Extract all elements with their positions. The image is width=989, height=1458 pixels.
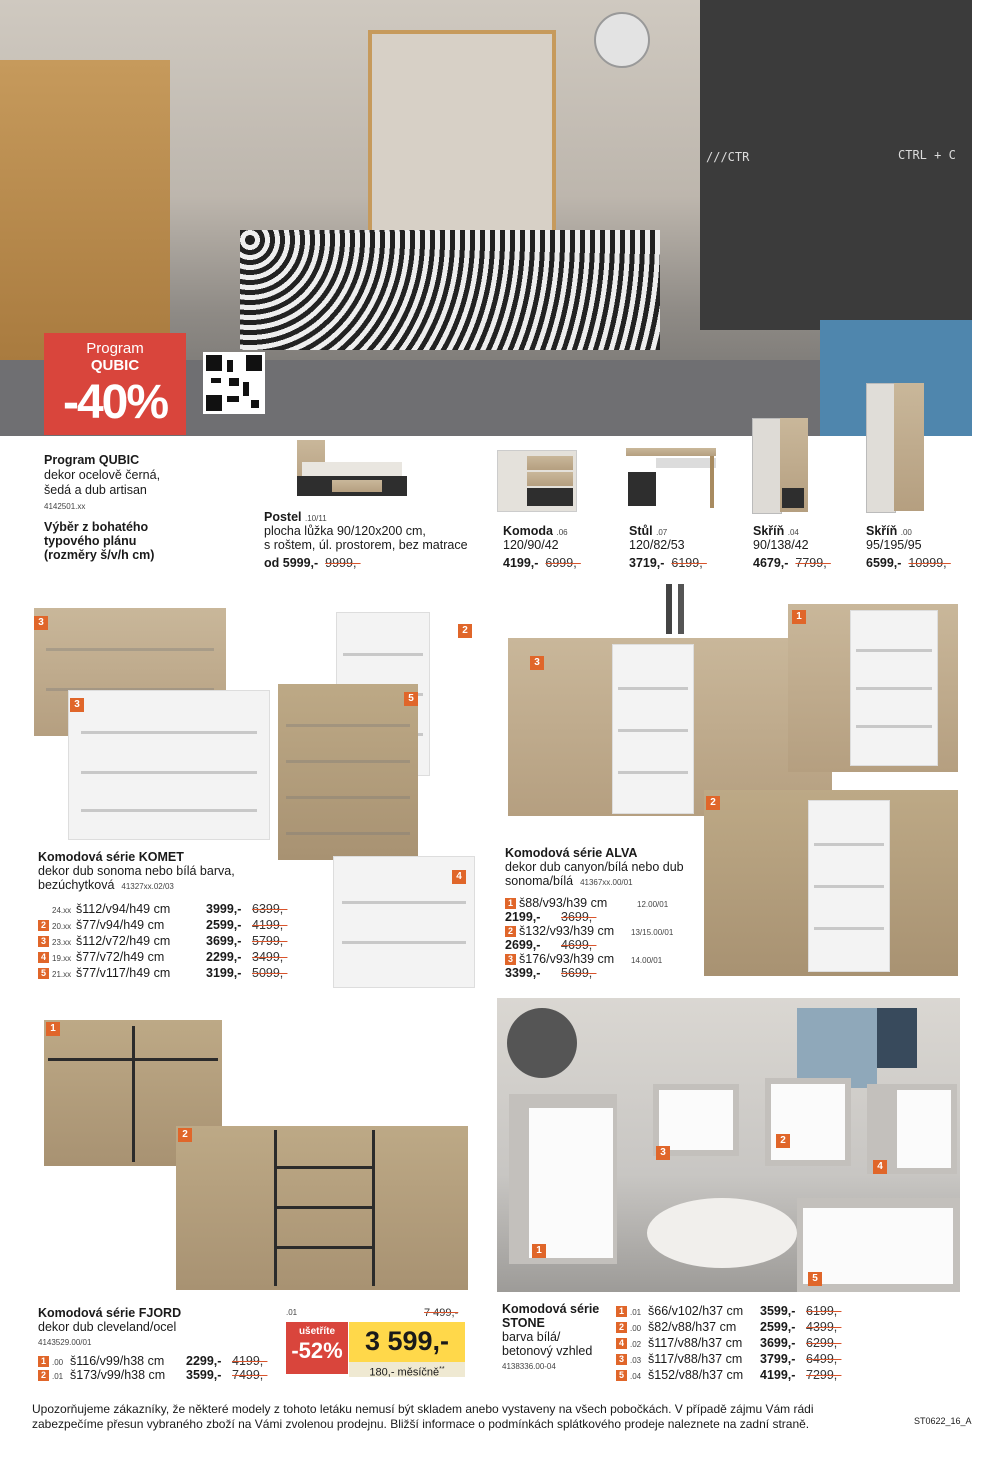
promo-badge xyxy=(44,333,186,435)
fjord-tag-2: 2 xyxy=(178,1128,192,1142)
fjord-row-1-num: 1 xyxy=(38,1356,49,1367)
fjord-row-2-code: .01 xyxy=(52,1372,64,1381)
alva-desc1: dekor dub canyon/bílá nebo dub xyxy=(505,860,684,874)
stone-row-2-code: .00 xyxy=(630,1324,642,1333)
promo-line1: Program xyxy=(86,340,144,357)
alva-row-2-price-line xyxy=(505,938,596,952)
fjord-row-1-old: 4199,- xyxy=(232,1354,268,1368)
komet-row-3-dims: š112/v72/h49 cm xyxy=(76,934,171,948)
stone-row-5 xyxy=(616,1368,866,1384)
alva-row-2-dims: š132/v93/h39 cm xyxy=(519,924,615,938)
desk-price-line xyxy=(629,556,707,570)
komet-row-2-price: 2599,- xyxy=(206,918,242,932)
deal-old-price-value: 7 499,- xyxy=(424,1307,459,1319)
wardrobe-dims: 95/195/95 xyxy=(866,538,922,552)
qr-code-icon[interactable] xyxy=(203,352,265,414)
stone-row-1-old: 6199,- xyxy=(806,1304,842,1318)
komet-row-1-dims: š112/v94/h49 cm xyxy=(76,902,171,916)
bed-name: Postel xyxy=(264,510,302,524)
stone-row-5-price: 4199,- xyxy=(760,1368,796,1382)
alva-title: Komodová série ALVA xyxy=(505,846,638,860)
stone-desc1: barva bílá/ xyxy=(502,1330,561,1344)
komet-row-5-old: 5099,- xyxy=(252,966,288,980)
stone-title2: STONE xyxy=(502,1316,545,1330)
komet-row-4-old: 3499,- xyxy=(252,950,288,964)
stone-room-photo xyxy=(497,998,960,1292)
komet-row-3-old: 5799,- xyxy=(252,934,288,948)
desk-code: .07 xyxy=(656,528,668,537)
dresser-name: Komoda xyxy=(503,524,553,538)
fjord-row-1-code: .00 xyxy=(52,1358,64,1367)
komet-chest-white-wide xyxy=(68,690,270,840)
komet-tag-2: 2 xyxy=(458,624,472,638)
komet-row-1 xyxy=(38,902,288,918)
komet-desc1: dekor dub sonoma nebo bílá barva, xyxy=(38,864,235,878)
alva-row-2-old: 4699,- xyxy=(561,938,597,952)
bed-price: od 5999,- xyxy=(264,556,319,570)
alva-row-3-price-line xyxy=(505,966,596,980)
alva-tag-2: 1 xyxy=(792,610,806,624)
stone-row-3-num: 4 xyxy=(616,1338,627,1349)
komet-row-4-dims: š77/v72/h49 cm xyxy=(76,950,165,964)
komet-row-5-code: 21.xx xyxy=(52,970,72,979)
komet-row-2-num: 2 xyxy=(38,920,49,931)
fjord-desc1: dekor dub cleveland/ocel xyxy=(38,1320,177,1334)
stone-desc2: betonový vzhled xyxy=(502,1344,593,1358)
footer-line1: Upozorňujeme zákazníky, že některé modely z tohoto letáku nemusí být skladem anebo vystaveny na všech pobočkách. V případě zájmu Vám rádi xyxy=(32,1402,814,1416)
alva-row-3-dims: š176/v93/h39 cm xyxy=(519,952,615,966)
clock-icon xyxy=(594,12,650,68)
alva-row-1-dims: š88/v93/h39 cm xyxy=(519,896,608,910)
komet-row-3-num: 3 xyxy=(38,936,49,947)
komet-row-2-code: 20.xx xyxy=(52,922,72,931)
komet-row-5-price: 3199,- xyxy=(206,966,242,980)
komet-row-3 xyxy=(38,934,288,950)
stone-code: 4138336.00-04 xyxy=(502,1362,556,1371)
komet-row-2-dims: š77/v94/h49 cm xyxy=(76,918,165,932)
komet-row-3-code: 23.xx xyxy=(52,938,72,947)
komet-tag-3: 3 xyxy=(70,698,84,712)
stone-row-5-num: 5 xyxy=(616,1370,627,1381)
chalk-text-right: CTRL + C xyxy=(898,148,956,162)
desk-price: 3719,- xyxy=(629,556,665,570)
bed-code: .10/11 xyxy=(305,514,327,523)
stone-row-1-price: 3599,- xyxy=(760,1304,796,1318)
dresser-code: .06 xyxy=(556,528,568,537)
fjord-row-2 xyxy=(38,1368,278,1384)
monthly-mark: ** xyxy=(439,1366,445,1373)
stone-tag-5: 5 xyxy=(808,1272,822,1286)
alva-desc2-line xyxy=(505,874,633,890)
bed-dims1: plocha lůžka 90/120x200 cm, xyxy=(264,524,426,538)
dresser-image xyxy=(497,450,579,514)
stone-row-4 xyxy=(616,1352,866,1368)
komet-desc2: bezúchytková xyxy=(38,878,115,892)
fjord-row-2-dims: š173/v99/h38 cm xyxy=(70,1368,166,1382)
komet-row-1-price: 3999,- xyxy=(206,902,242,916)
desk-old-price: 6199,- xyxy=(671,556,707,570)
stone-row-2-dims: š82/v88/h37 cm xyxy=(648,1320,737,1334)
komet-row-4-code: 19.xx xyxy=(52,954,72,963)
bed-dims2: s roštem, úl. prostorem, bez matrace xyxy=(264,538,468,552)
qubic-code: 4142501.xx xyxy=(44,502,86,511)
monthly-installment xyxy=(349,1362,465,1377)
wardrobe-name: Skříň xyxy=(866,524,898,538)
alva-row-3-num: 3 xyxy=(505,954,516,965)
wardrobe-old-price: 10999,- xyxy=(908,556,951,570)
stone-row-3-dims: š117/v88/h37 cm xyxy=(648,1336,743,1350)
stone-tag-3: 3 xyxy=(656,1146,670,1160)
bed-old-price: 9999,- xyxy=(325,556,361,570)
promo-line2: QUBIC xyxy=(90,357,140,374)
komet-chest-oak-tall xyxy=(278,684,418,860)
desk-image xyxy=(626,448,718,512)
fjord-tag-1: 1 xyxy=(46,1022,60,1036)
promo-discount: -40% xyxy=(62,376,168,429)
cabinet-dims: 90/138/42 xyxy=(753,538,809,552)
stone-row-5-code: .04 xyxy=(630,1372,642,1381)
alva-row-1-code: 12.00/01 xyxy=(637,900,669,909)
alva-row-3-old: 5699,- xyxy=(561,966,597,980)
komet-row-2-old: 4199,- xyxy=(252,918,288,932)
qubic-desc1: dekor ocelově černá, xyxy=(44,468,161,482)
alva-tag-3: 2 xyxy=(706,796,720,810)
komet-title: Komodová série KOMET xyxy=(38,850,184,864)
stone-row-3 xyxy=(616,1336,866,1352)
stone-row-2-old: 4399,- xyxy=(806,1320,842,1334)
deal-code: .01 xyxy=(286,1308,298,1317)
dresser-price-line xyxy=(503,556,581,570)
stone-row-4-price: 3799,- xyxy=(760,1352,796,1366)
savings-label: ušetříte xyxy=(298,1326,336,1337)
stone-row-1-num: 1 xyxy=(616,1306,627,1317)
komet-row-1-code: 24.xx xyxy=(52,906,72,915)
dresser-price: 4199,- xyxy=(503,556,539,570)
bed-image xyxy=(292,440,415,510)
stone-row-1-dims: š66/v102/h37 cm xyxy=(648,1304,744,1318)
komet-tag-1: 3 xyxy=(34,616,48,630)
stone-row-3-price: 3699,- xyxy=(760,1336,796,1350)
page-code: ST0622_16_A xyxy=(914,1416,972,1426)
cabinet-name: Skříň xyxy=(753,524,785,538)
wardrobe-image xyxy=(866,383,926,513)
savings-percent: -52% xyxy=(291,1338,343,1363)
komet-tag-4: 5 xyxy=(404,692,418,706)
fjord-title: Komodová série FJORD xyxy=(38,1306,182,1320)
fjord-row-2-num: 2 xyxy=(38,1370,49,1381)
stone-tag-2: 2 xyxy=(776,1134,790,1148)
stone-tag-1: 1 xyxy=(532,1244,546,1258)
deal-old-price xyxy=(424,1306,458,1320)
komet-row-4 xyxy=(38,950,288,966)
cabinet-old-price: 7799,- xyxy=(795,556,831,570)
bed-price-line xyxy=(264,556,361,570)
qubic-choice1: Výběr z bohatého xyxy=(44,520,149,534)
stone-row-1 xyxy=(616,1304,866,1320)
dresser-dims: 120/90/42 xyxy=(503,538,559,552)
fjord-row-1-dims: š116/v99/h38 cm xyxy=(70,1354,165,1368)
cabinet-image xyxy=(752,418,810,514)
komet-row-5-dims: š77/v117/h49 cm xyxy=(76,966,171,980)
wardrobe-price-line xyxy=(866,556,951,570)
komet-row-4-num: 4 xyxy=(38,952,49,963)
deal-price: 3 599,- xyxy=(364,1326,450,1356)
stone-row-5-old: 7299,- xyxy=(806,1368,842,1382)
komet-desc2-line xyxy=(38,878,174,894)
alva-sideboard-medium xyxy=(704,790,958,976)
stone-row-2 xyxy=(616,1320,866,1336)
qubic-desc2: šedá a dub artisan xyxy=(44,483,147,497)
alva-row-3-code: 14.00/01 xyxy=(631,956,663,965)
komet-row-4-price: 2299,- xyxy=(206,950,242,964)
dresser-old-price: 6999,- xyxy=(545,556,581,570)
stone-row-4-code: .03 xyxy=(630,1356,642,1365)
qubic-choice3: (rozměry š/v/h cm) xyxy=(44,548,155,562)
alva-decor xyxy=(508,584,694,638)
alva-tag-1: 3 xyxy=(530,656,544,670)
alva-desc2: sonoma/bílá xyxy=(505,874,574,888)
monthly-text: 180,- měsíčně xyxy=(369,1366,440,1379)
stone-title1: Komodová série xyxy=(502,1302,600,1316)
alva-row-3-price: 3399,- xyxy=(505,966,541,980)
deal-price-box xyxy=(349,1322,465,1362)
desk-dims: 120/82/53 xyxy=(629,538,685,552)
cabinet-price-line xyxy=(753,556,831,570)
fjord-row-2-price: 3599,- xyxy=(186,1368,222,1382)
footer-line2: zabezpečíme přesun vybraného zboží na Vámi zvolenou prodejnu. Bližší informace o podmínkách splátkového prodeje naleznete na zadní straně. xyxy=(32,1417,810,1431)
savings-badge xyxy=(286,1322,348,1374)
alva-row-2-num: 2 xyxy=(505,926,516,937)
komet-row-5 xyxy=(38,966,288,982)
stone-row-4-dims: š117/v88/h37 cm xyxy=(648,1352,743,1366)
komet-code: 41327xx.02/03 xyxy=(121,882,174,891)
komet-row-5-num: 5 xyxy=(38,968,49,979)
stone-row-3-old: 6299,- xyxy=(806,1336,842,1350)
cabinet-code: .04 xyxy=(787,528,799,537)
stone-tag-4: 4 xyxy=(873,1160,887,1174)
fjord-row-1-price: 2299,- xyxy=(186,1354,222,1368)
alva-row-1-old: 3699,- xyxy=(561,910,597,924)
alva-code: 41367xx.00/01 xyxy=(580,878,633,887)
bed xyxy=(240,230,660,350)
cabinet-price: 4679,- xyxy=(753,556,789,570)
stone-row-2-num: 2 xyxy=(616,1322,627,1333)
alva-row-2-code: 13/15.00/01 xyxy=(631,928,674,937)
chalkboard-wall xyxy=(700,0,972,330)
stone-row-3-code: .02 xyxy=(630,1340,642,1349)
desk-name: Stůl xyxy=(629,524,653,538)
stone-row-5-dims: š152/v88/h37 cm xyxy=(648,1368,744,1382)
fjord-sideboard xyxy=(176,1126,468,1290)
stone-row-4-num: 3 xyxy=(616,1354,627,1365)
wardrobe xyxy=(368,30,556,248)
stone-row-4-old: 6499,- xyxy=(806,1352,842,1366)
alva-chest-small xyxy=(788,604,958,772)
wardrobe-code: .00 xyxy=(900,528,912,537)
alva-row-1-price-line xyxy=(505,910,596,924)
hero-room-photo xyxy=(0,0,972,436)
alva-row-1-price: 2199,- xyxy=(505,910,541,924)
stone-row-2-price: 2599,- xyxy=(760,1320,796,1334)
alva-row-2-price: 2699,- xyxy=(505,938,541,952)
komet-row-3-price: 3699,- xyxy=(206,934,242,948)
fjord-code: 4143529.00/01 xyxy=(38,1338,92,1347)
wardrobe-price: 6599,- xyxy=(866,556,902,570)
alva-row-1-num: 1 xyxy=(505,898,516,909)
komet-row-1-old: 6399,- xyxy=(252,902,288,916)
qubic-title: Program QUBIC xyxy=(44,453,140,467)
shelf-unit xyxy=(0,60,170,360)
komet-row-2 xyxy=(38,918,288,934)
fjord-row-2-old: 7499,- xyxy=(232,1368,268,1382)
qubic-choice2: typového plánu xyxy=(44,534,137,548)
komet-tag-5: 4 xyxy=(452,870,466,884)
chalk-text-left: ///CTR xyxy=(706,150,750,164)
stone-row-1-code: .01 xyxy=(630,1308,642,1317)
